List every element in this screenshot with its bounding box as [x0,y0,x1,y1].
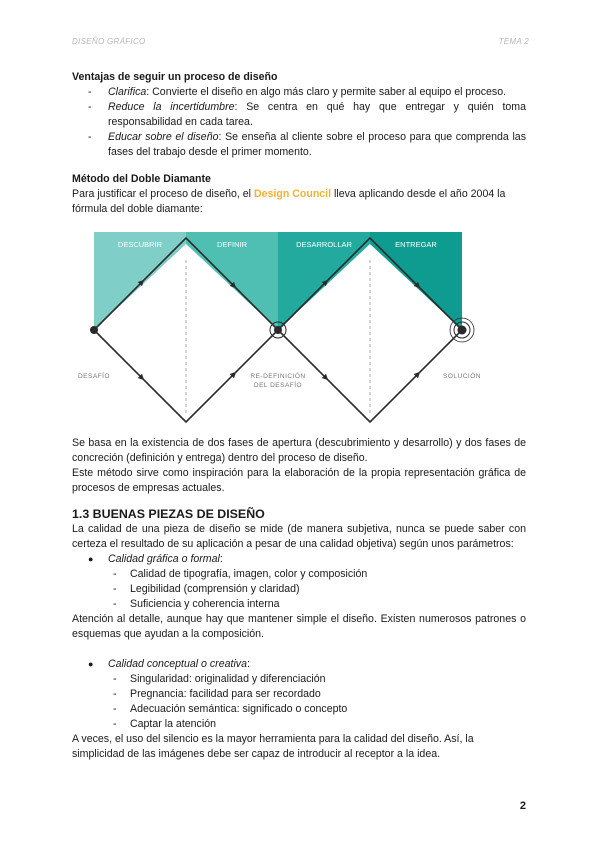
phase-label-descubrir: DESCUBRIR [117,240,163,249]
sub-item-text: Suficiencia y coherencia interna [130,598,280,610]
label-solucion: SOLUCIÓN [443,373,481,380]
sub-item-text: Pregnancia: facilidad para ser recordado [130,688,321,700]
sub-item-text: Captar la atención [130,718,216,730]
ventajas-heading: Ventajas de seguir un proceso de diseño [72,71,278,83]
doble-diamante-heading: Método del Doble Diamante [72,173,211,185]
buenas-intro: La calidad de una pieza de diseño se mide (de manera subjetiva, nunca se puede saber con certeza el resultado de su aplicación a pesar de una calidad objetiva) según unos parámetros: [72,523,526,550]
item-text: : Se enseña al cliente sobre el proceso para que comprenda las fases del trabajo desde el primer momento. [108,131,526,158]
item-term: Reduce la incertidumbre [108,101,235,113]
mid-node [274,326,282,334]
end-node [458,326,467,335]
intro-text: Para justificar el proceso de diseño, el [72,188,254,200]
sub-item: - Pregnancia: facilidad para ser recordado [113,688,321,700]
item-term: Educar sobre el diseño [108,131,219,143]
sub-item: - Suficiencia y coherencia interna [113,598,280,610]
intro-text: lleva aplicando desde el año 2004 la fórmula del doble diamante: [72,188,506,215]
sub-item-text: Adecuación semántica: significado o concepto [130,703,348,715]
header-topic: TEMA 2 [498,37,529,46]
label-redefinicion-2: DEL DESAFÍO [253,382,303,389]
list-item: - Reduce la incertidumbre: Se centra en qué hay que entregar y quién toma responsabilidad en cada tarea. [88,101,526,128]
list-item: - Clarifica: Convierte el diseño en algo más claro y permite saber al equipo el proceso. [88,86,507,98]
double-diamond-svg [72,220,526,430]
doble-diamante-para2: Este método sirve como inspiración para la elaboración de la propia representación gráfica de procesos de empresas actuales. [72,467,526,494]
final-paragraph: A veces, el uso del silencio es la mayor herramienta para la calidad del diseño. Así, la simplicidad de las imágenes debe ser capaz de introducir al receptor a la idea. [72,733,474,760]
sub-item: - Singularidad: originalidad y diferenciación [113,673,326,685]
item-text: : Convierte el diseño en algo más claro y permite saber al equipo el proceso. [146,86,507,98]
section-heading: 1.3 BUENAS PIEZAS DE DISEÑO [72,507,265,521]
item-text: : Se centra en qué hay que entregar y quién toma responsabilidad en cada tarea. [108,101,526,128]
phase-label-definir: DEFINIR [217,240,247,249]
sub-item-text: Legibilidad (comprensión y claridad) [130,583,300,595]
design-council-link[interactable]: Design Council [253,188,332,200]
item-term: Clarifica [108,86,147,98]
phase-label-desarrollar: DESARROLLAR [296,240,352,249]
bullet-label: Calidad conceptual o creativa [108,658,247,670]
start-node [90,326,98,334]
sub-item: - Legibilidad (comprensión y claridad) [113,583,300,595]
sub-item: - Captar la atención [113,718,216,730]
doble-diamante-para1: Se basa en la existencia de dos fases de apertura (descubrimiento y desarrollo) y dos fases de concreción (definición y entrega) dentro del proceso de diseño. [72,437,526,464]
label-redefinicion: RE-DEFINICIÓN [250,373,306,380]
page-number: 2 [519,800,526,812]
header-course-title: DISEÑO GRÁFICO [72,37,146,46]
list-item: - Educar sobre el diseño: Se enseña al cliente sobre el proceso para que comprenda las fases del trabajo desde el primer momento. [88,131,526,158]
sub-item: - Calidad de tipografía, imagen, color y composición [113,568,368,580]
phase-label-entregar: ENTREGAR [395,240,437,249]
label-desafio: DESAFÍO [77,373,111,380]
atencion-paragraph: Atención al detalle, aunque hay que mantener simple el diseño. Existen numerosos patrones o esquemas que ayudan a la composición. [72,613,526,640]
bullet-item: ● Calidad conceptual o creativa: [88,658,250,670]
sub-item-text: Singularidad: originalidad y diferenciación [130,673,326,685]
sub-item-text: Calidad de tipografía, imagen, color y composición [130,568,368,580]
bullet-label: Calidad gráfica o formal [108,553,220,565]
sub-item: - Adecuación semántica: significado o concepto [113,703,348,715]
double-diamond-diagram [72,220,526,430]
page-content [72,70,526,762]
bullet-item: ● Calidad gráfica o formal: [88,553,223,565]
doble-diamante-intro [72,187,526,217]
